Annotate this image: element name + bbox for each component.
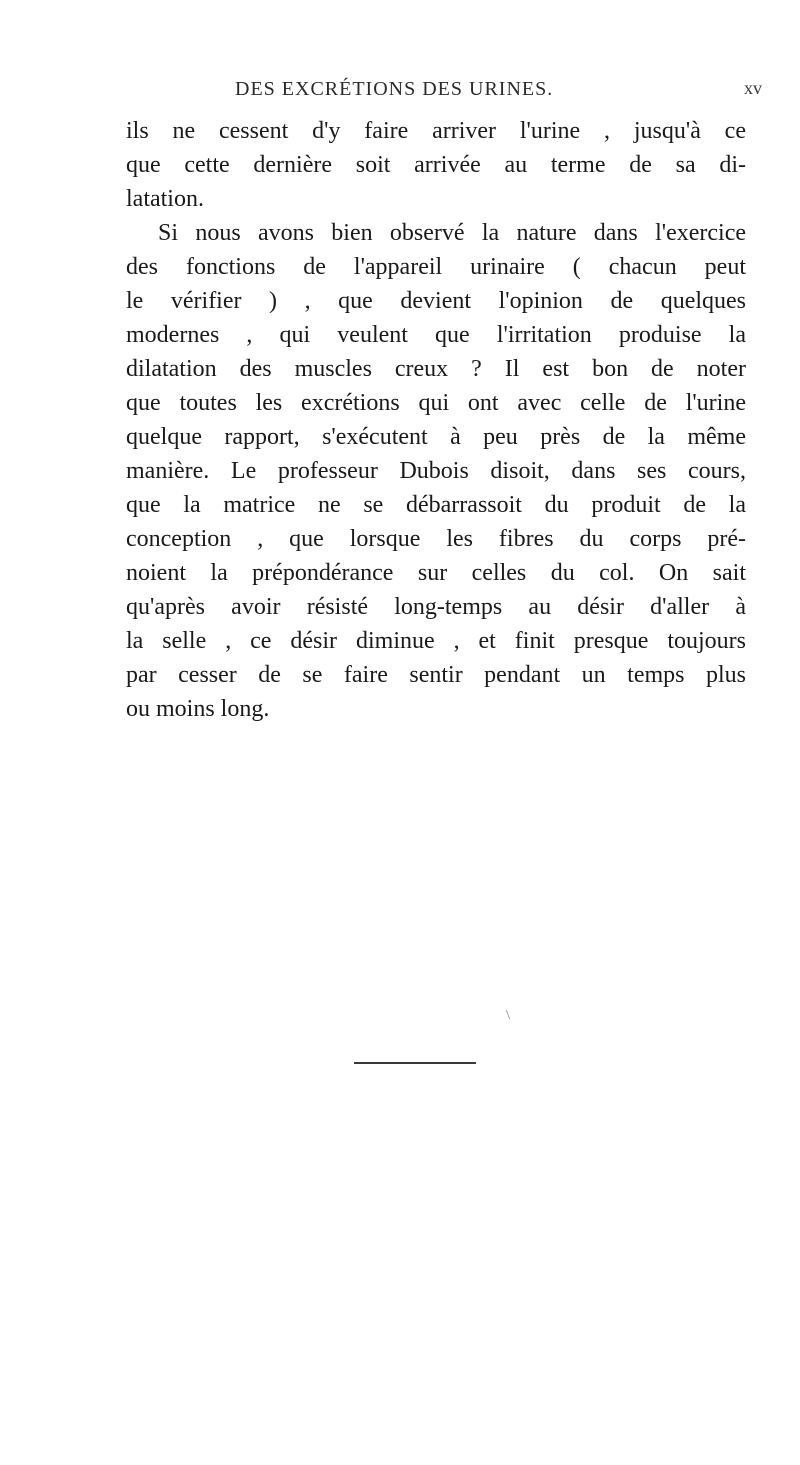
body-text <box>126 114 746 726</box>
text-line: que toutes les excrétions qui ont avec celle de l'urine <box>126 390 746 416</box>
text-line: le vérifier ) , que devient l'opinion de quelques <box>126 288 746 314</box>
text-line: conception , que lorsque les fibres du corps pré- <box>126 526 746 552</box>
text-line: qu'après avoir résisté long-temps au désir d'aller à <box>126 594 746 620</box>
running-head <box>0 78 800 108</box>
text-line: des fonctions de l'appareil urinaire ( chacun peut <box>126 254 746 280</box>
page-number: xv <box>744 78 762 98</box>
text-line: par cesser de se faire sentir pendant un temps plus <box>126 662 746 688</box>
section-divider <box>354 1062 476 1064</box>
text-line: latation. <box>126 186 204 212</box>
text-line: que la matrice ne se débarrassoit du produit de la <box>126 492 746 518</box>
text-line: quelque rapport, s'exécutent à peu près de la même <box>126 424 746 450</box>
running-head-title: DES EXCRÉTIONS DES URINES. <box>235 78 554 100</box>
text-line: noient la prépondérance sur celles du col. On sait <box>126 560 746 586</box>
stray-mark: \ <box>506 1008 510 1023</box>
text-line: dilatation des muscles creux ? Il est bon de noter <box>126 356 746 382</box>
text-line: modernes , qui veulent que l'irritation produise la <box>126 322 746 348</box>
text-line: manière. Le professeur Dubois disoit, dans ses cours, <box>126 458 746 484</box>
text-line: ou moins long. <box>126 696 270 722</box>
text-line: Si nous avons bien observé la nature dans l'exercice <box>158 220 746 246</box>
text-line: que cette dernière soit arrivée au terme de sa di- <box>126 152 746 178</box>
text-line: la selle , ce désir diminue , et finit presque toujours <box>126 628 746 654</box>
text-line: ils ne cessent d'y faire arriver l'urine , jusqu'à ce <box>126 118 746 144</box>
